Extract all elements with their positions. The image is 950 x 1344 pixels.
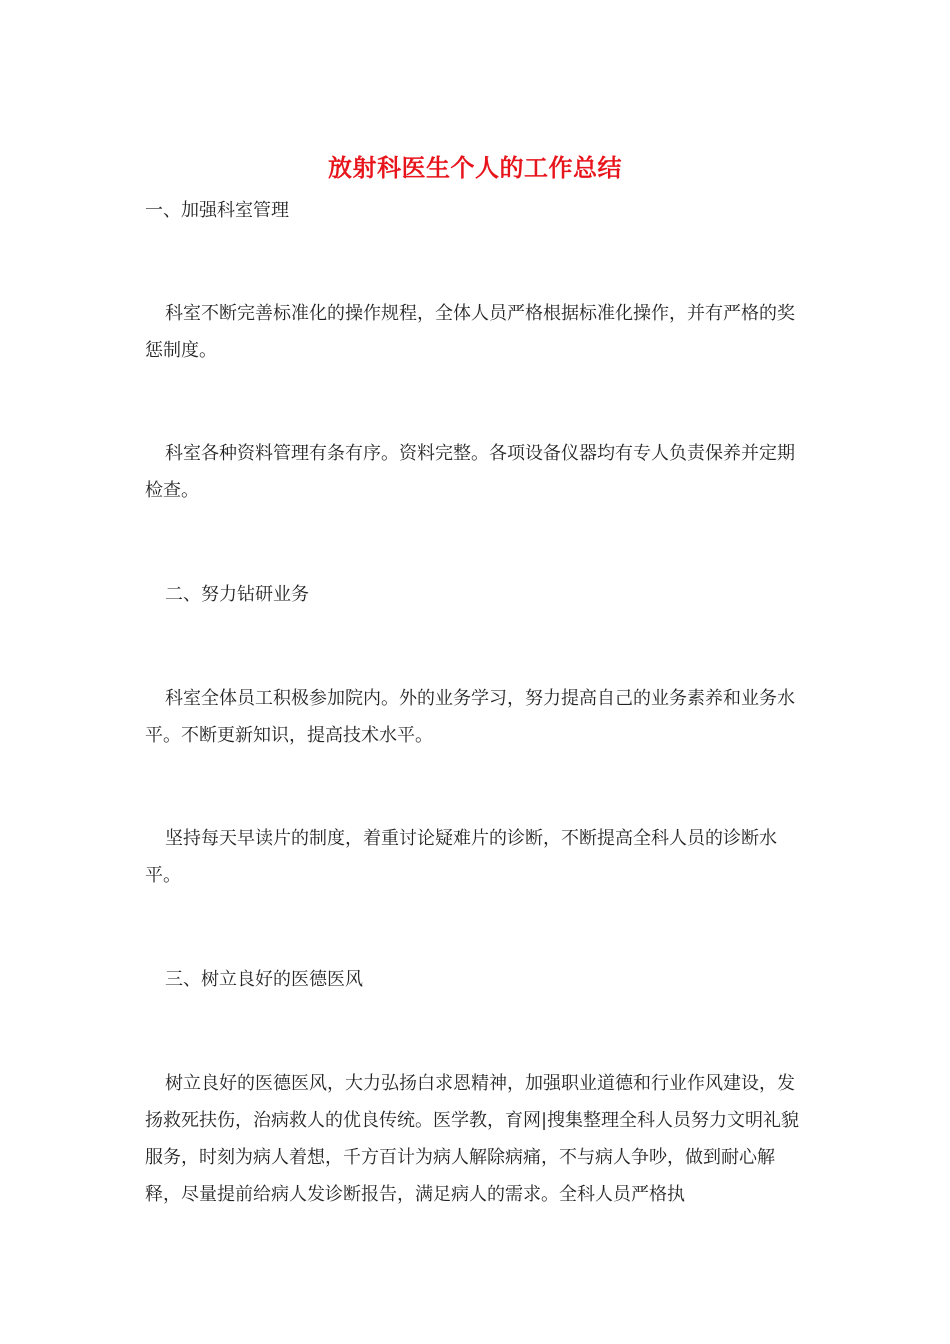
paragraph-1-1: 科室不断完善标准化的操作规程，全体人员严格根据标准化操作，并有严格的奖惩制度。 <box>145 303 795 361</box>
paragraph-2-1: 科室全体员工积极参加院内。外的业务学习，努力提高自己的业务素养和业务水平。不断更新知识，提高技术水平。 <box>145 688 795 746</box>
section-heading-2: 二、努力钻研业务 <box>165 584 309 605</box>
paragraph-2-2: 坚持每天早读片的制度，着重讨论疑难片的诊断，不断提高全科人员的诊断水平。 <box>145 828 777 886</box>
section-heading-3: 三、树立良好的医德医风 <box>165 969 363 990</box>
document-title: 放射科医生个人的工作总结 <box>328 153 622 182</box>
paragraph-1-2: 科室各种资料管理有条有序。资料完整。各项设备仪器均有专人负责保养并定期检查。 <box>145 443 795 501</box>
paragraph-3-1: 树立良好的医德医风，大力弘扬白求恩精神，加强职业道德和行业作风建设，发扬救死扶伤，治病救人的优良传统。医学教，育网|搜集整理全科人员努力文明礼貌服务，时刻为病人着想，千方百计为病人解除病痛，不与病人争吵，做到耐心解释，尽量提前给病人发诊断报告，满足病人的需求。全科人员严格执 <box>145 1073 800 1205</box>
section-heading-1: 一、加强科室管理 <box>145 200 289 221</box>
